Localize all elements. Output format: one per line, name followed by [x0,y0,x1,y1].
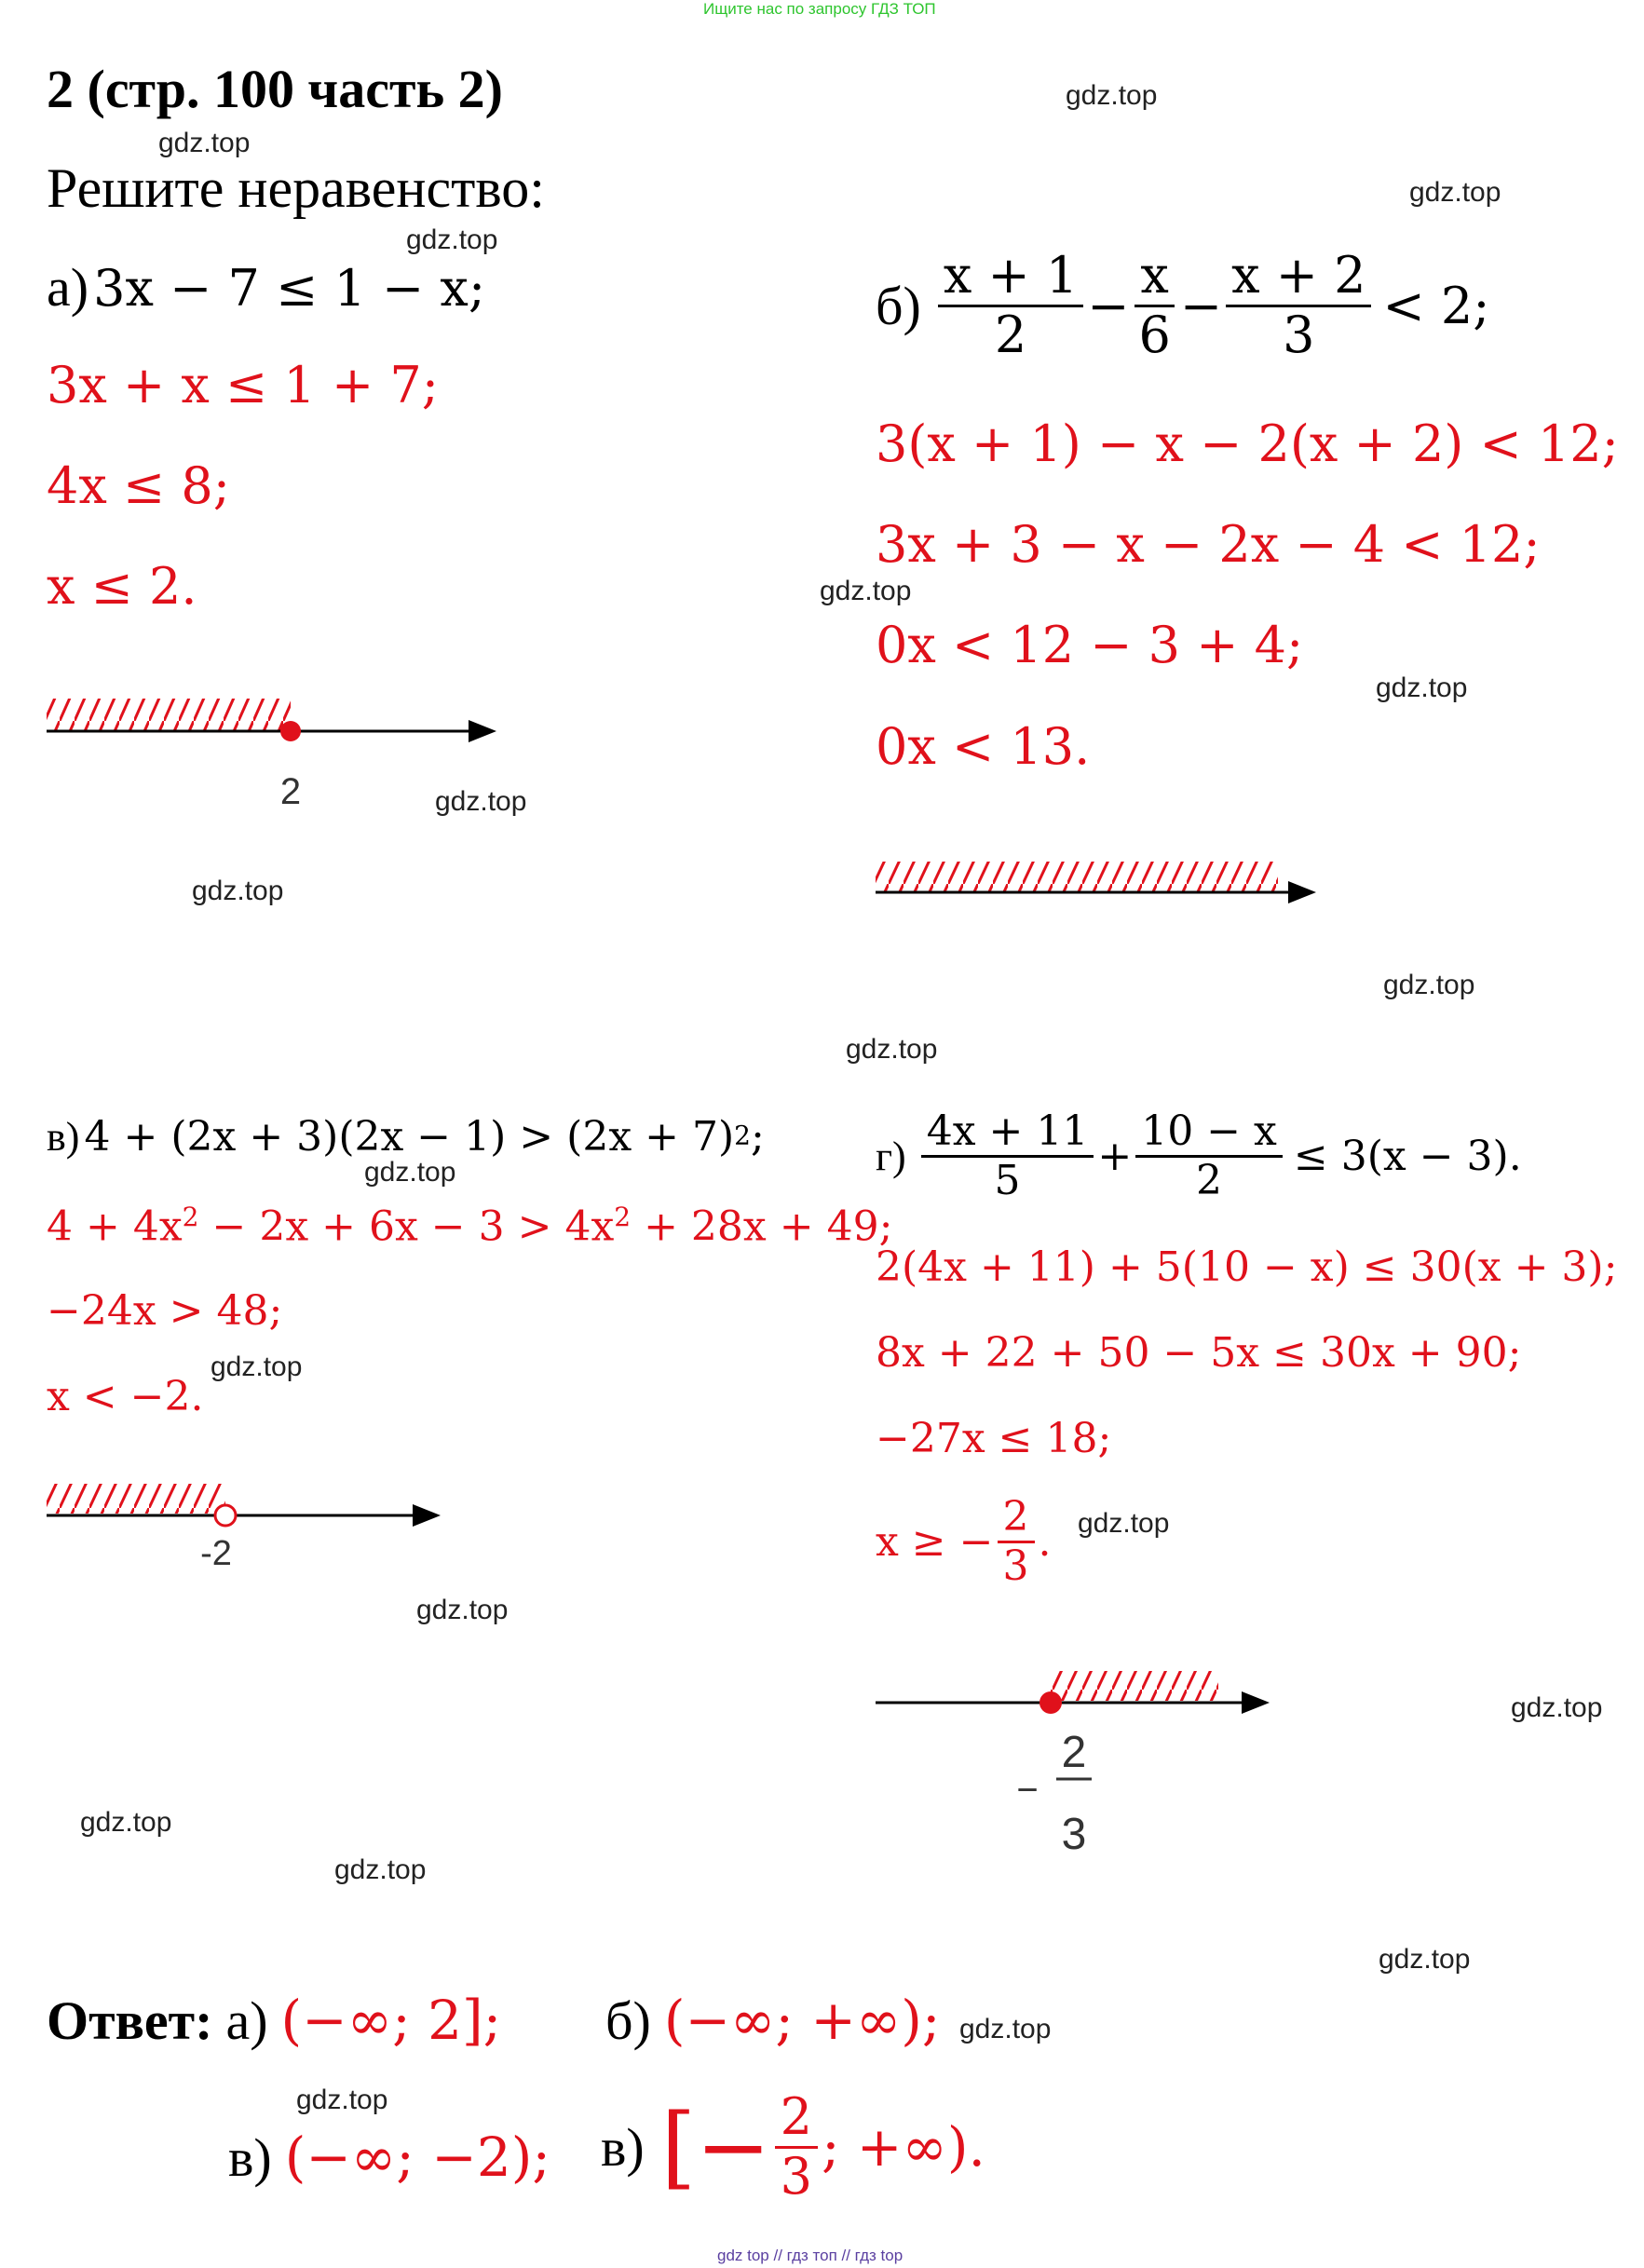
answer-letter: б) [605,1990,651,2051]
number-line-b [874,852,1330,927]
exponent: 2 [734,1120,751,1151]
solution-hatch [47,1484,225,1514]
part-a-step: x ≤ 2. [47,557,197,616]
solution-hatch [1051,1671,1218,1701]
watermark: gdz.top [1511,1692,1603,1723]
part-v-step: −24x > 48; [47,1287,283,1335]
part-b-fraction [1226,246,1371,364]
part-b-step: 0x < 12 − 3 + 4; [876,616,1304,674]
part-v-problem [47,1113,765,1161]
watermark: gdz.top [846,1034,938,1065]
number-line-v [45,1476,455,1588]
watermark: gdz.top [334,1854,427,1885]
axis-arrow [1288,881,1316,903]
number-line-a [45,687,510,818]
fraction-denominator: 3 [1002,1542,1029,1591]
exponent: 2 [614,1202,632,1232]
fraction-numerator: 10 − x [1135,1110,1283,1158]
fraction-denominator: 2 [994,305,1027,364]
axis-tick-numerator: 2 [1061,1728,1087,1777]
fraction-denominator: 3 [780,2146,812,2206]
part-a-label: а) [47,257,89,318]
part-g-step: 2(4x + 11) + 5(10 − x) ≤ 30(x + 3); [876,1243,1618,1291]
watermark: gdz.top [1409,177,1501,208]
fraction-denominator: 2 [1196,1157,1223,1205]
watermark: gdz.top [211,1351,303,1382]
part-g-step: −27x ≤ 18; [876,1415,1112,1462]
watermark: gdz.top [192,876,284,906]
watermark: gdz.top [435,786,527,817]
watermark: gdz.top [820,576,912,606]
fraction-denominator: 3 [1283,305,1315,364]
part-v-step: x < −2. [47,1373,204,1420]
closed-point [1039,1691,1062,1714]
top-banner[interactable]: Ищите нас по запросу ГДЗ ТОП [703,0,936,18]
part-b-fraction [938,246,1083,364]
watermark: gdz.top [296,2085,388,2115]
fraction-denominator: 5 [994,1157,1021,1205]
part-b-label: б) [876,275,921,336]
part-a-step: 3x + x ≤ 1 + 7; [47,356,439,414]
axis-tick-denominator: 3 [1061,1810,1087,1859]
fraction-numerator: 2 [775,2091,818,2149]
watermark: gdz.top [1078,1508,1170,1539]
answer-row-1 [47,1989,501,2052]
solution-hatch [47,699,291,730]
operator: − [1179,276,1223,335]
answer-value: (−∞; −2); [284,2125,550,2189]
answer-letter: в) [228,2126,272,2188]
part-b-fraction [1133,246,1175,364]
part-a-problem [47,256,485,319]
punctuation: . [1038,1518,1052,1567]
watermark: gdz.top [1379,1944,1471,1975]
axis-tick-sign: − [1016,1770,1039,1811]
watermark: gdz.top [406,224,498,255]
answer-fraction [775,2087,818,2206]
answer-value: ; +∞). [821,2115,985,2180]
fraction-denominator: 6 [1138,305,1171,364]
watermark: gdz.top [1066,80,1158,111]
watermark: gdz.top [959,2014,1052,2044]
expr-part: x ≥ − [876,1518,994,1567]
answer-row-2b [601,2087,985,2206]
exponent: 2 [182,1202,199,1232]
inequality-tail: < 2; [1382,276,1490,335]
inequality-tail: ≤ 3(x − 3). [1293,1133,1522,1181]
operator: − [1087,276,1130,335]
watermark: gdz.top [416,1595,509,1625]
part-a-step: 4x ≤ 8; [47,456,230,515]
watermark: gdz.top [158,128,251,158]
expr-part: 4 + 4x [47,1202,183,1251]
fraction-numerator: x + 2 [1226,250,1371,307]
fraction-numerator: x + 1 [938,250,1083,307]
watermark: gdz.top [1383,970,1475,1000]
part-g-problem [876,1107,1522,1205]
axis-arrow [413,1504,441,1527]
answer-row-1b [605,1989,940,2052]
answer-letter: в) [601,2116,645,2178]
answer-bracket: [− [660,2095,771,2200]
number-line-g [874,1658,1284,1863]
part-b-problem [876,246,1490,364]
axis-arrow [1242,1691,1270,1714]
answer-label: Ответ: [47,1990,213,2051]
part-g-step: 8x + 22 + 50 − 5x ≤ 30x + 90; [876,1329,1522,1377]
part-v-step [47,1202,892,1251]
axis-arrow [469,720,496,742]
fraction-numerator: 2 [998,1496,1035,1543]
operator: + [1097,1133,1133,1181]
final-fraction [998,1493,1035,1591]
page-title: 2 (стр. 100 часть 2) [47,59,503,119]
answer-row-2 [228,2125,550,2189]
part-g-label: г) [876,1134,906,1180]
axis-tick-label: 2 [279,771,302,812]
part-a-inequality: 3x − 7 ≤ 1 − x; [93,259,486,318]
watermark: gdz.top [80,1807,172,1838]
answer-value: (−∞; 2]; [280,1989,502,2052]
part-v-label: в) [47,1114,80,1160]
task-prompt: Решите неравенство: [47,157,545,219]
open-point [215,1505,236,1526]
answer-value: (−∞; +∞); [663,1989,941,2052]
closed-point [280,721,301,741]
bottom-banner[interactable]: gdz top // гдз топ // гдз top [717,2247,904,2264]
part-v-inequality: 4 + (2x + 3)(2x − 1) > (2x + 7) [84,1113,735,1161]
solution-hatch [876,862,1278,891]
fraction-numerator: x [1134,250,1174,307]
answer-letter: а) [225,1990,268,2051]
watermark: gdz.top [1376,672,1468,703]
part-b-step: 3(x + 1) − x − 2(x + 2) < 12; [876,414,1619,473]
axis-tick-label: -2 [200,1534,232,1573]
fraction-numerator: 4x + 11 [921,1110,1094,1158]
expr-part: + 28x + 49; [631,1202,893,1251]
part-g-fraction [921,1107,1094,1205]
part-b-step: 0x < 13. [876,717,1091,776]
expr-part: − 2x + 6x − 3 > 4x [198,1202,615,1251]
punctuation: ; [750,1113,765,1161]
watermark: gdz.top [364,1157,456,1188]
part-b-step: 3x + 3 − x − 2x − 4 < 12; [876,515,1541,574]
part-g-final-step [876,1493,1052,1591]
part-g-fraction [1135,1107,1283,1205]
